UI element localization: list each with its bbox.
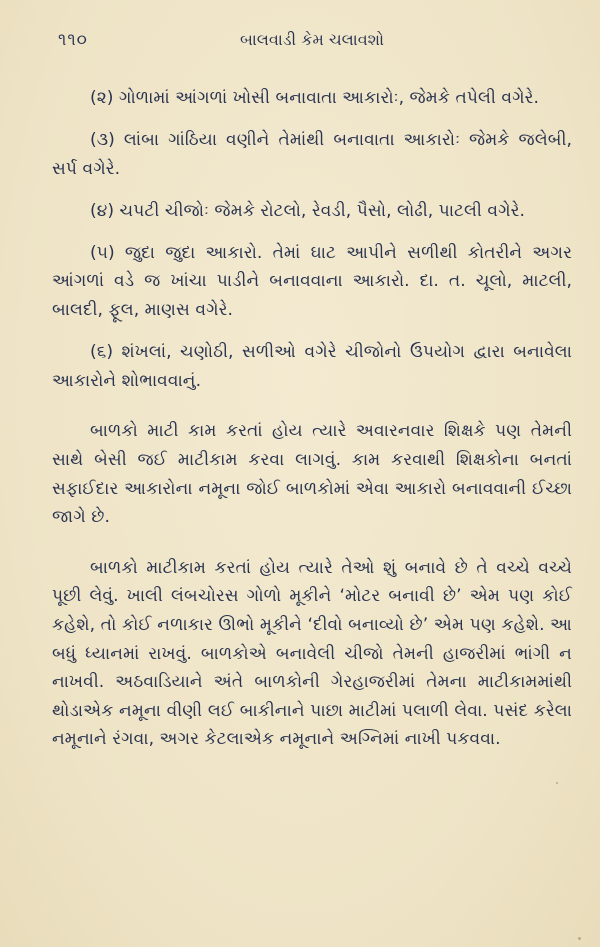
body-paragraph-teacher: બાળકો માટી કામ કરતાં હોય ત્યારે અવારનવાર શિક્ષકે પણ તેમની સાથે બેસી જઈ માટીકામ કરવા લાગવું. કામ કરવાથી શિક્ષકોના બનતાં સફાઈદાર આકારોના નમૂના જોઈ બાળકોમાં એવા આકારો બનાવવાની ઈચ્છા જાગે છે. [52, 421, 572, 528]
paper-speck [578, 937, 581, 940]
body-paragraph-ask: બાળકો માટીકામ કરતાં હોય ત્યારે તેઓ શું બનાવે છે તે વચ્ચે વચ્ચે પૂછી લેવું. ખાલી લંબચોરસ ગોળો મૂકીને ‘મોટર બનાવી છે’ એમ પણ કોઈ કહેશે, તો કોઈ નળાકાર ઊભો મૂકીને ‘દીવો બનાવ્યો છે’ એમ પણ કહેશે. આ બધું ધ્યાનમાં રાખવું. બાળકોએ બનાવેલી ચીજો તેમની હાજરીમાં ભાંગી ન નાખવી. અઠવાડિયાને અંતે બાળકોની ગેરહાજરીમાં તેમના માટીકામમાંથી થોડાએક નમૂના વીણી લઈ બાકીનાને પાછા માટીમાં પલાળી લેવા. પસંદ કરેલા નમૂનાને રંગવા, અગર કેટલાએક નમૂનાને અગ્નિમાં નાખી પકવવા. [52, 557, 572, 750]
list-item-5: (૫) જુદા જુદા આકારો. તેમાં ઘાટ આપીને સળીથી કોતરીને અગર આંગળાં વડે જ ખાંચા પાડીને બનાવવાના આકારો. દા. ત. ચૂલો, માટલી, બાલદી, ફૂલ, માણસ વગેરે. [52, 242, 572, 321]
list-item-6: (૬) શંખલાં, ચણોઠી, સળીઓ વગેરે ચીજોનો ઉપયોગ દ્વારા બનાવેલા આકારોને શોભાવવાનું. [52, 342, 572, 391]
list-item-3: (૩) લાંબા ગાંઠિયા વણીને તેમાંથી બનાવાતા આકારોઃ જેમકે જલેબી, સર્પ વગેરે. [52, 130, 572, 179]
list-item-2: (૨) ગોળામાં આંગળાં ખોસી બનાવાતા આકારોઃ, જેમકે તપેલી વગેરે. [90, 88, 540, 108]
paper-speck [556, 782, 558, 784]
running-title: બાલવાડી કેમ ચલાવશો [240, 30, 384, 49]
page-number: ૧૧૦ [58, 30, 88, 50]
page-body [52, 84, 572, 754]
list-item-4: (૪) ચપટી ચીજોઃ જેમકે રોટલો, રેવડી, પૈસો, લોઢી, પાટલી વગેરે. [90, 200, 526, 221]
page-header [0, 30, 600, 54]
